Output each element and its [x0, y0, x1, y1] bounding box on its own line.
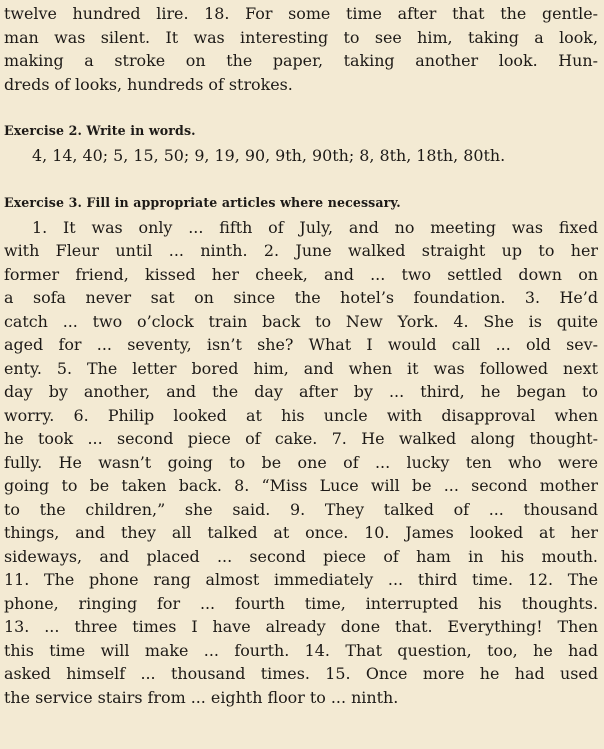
text-line: with Fleur until ... ninth. 2. June walked straight up to her [4, 241, 598, 260]
text-line: this time will make ... fourth. 14. That question, too, he had [4, 640, 598, 660]
text-line: fully. He wasn’t going to be one of ... lucky ten who were [4, 452, 598, 472]
text-line: enty. 5. The letter bored him, and when it was followed next [4, 358, 598, 378]
text-line: dreds of looks, hundreds of strokes. [4, 74, 293, 94]
exercise-2-title: Exercise 2. Write in words. [4, 123, 196, 138]
text-line: phone, ringing for ... fourth time, interrupted his thoughts. [4, 593, 598, 613]
text-line: sideways, and placed ... second piece of ham in his mouth. [4, 546, 598, 566]
exercise-3-body [4, 216, 598, 710]
exercise-2-body [4, 144, 598, 168]
text-line: asked himself ... thousand times. 15. Once more he had used [4, 664, 598, 683]
text-line: catch ... two o’clock train back to New York. 4. She is quite [4, 311, 598, 331]
text-line: things, and they all talked at once. 10. James looked at her [4, 523, 598, 542]
text-line: worry. 6. Philip looked at his uncle with disapproval when [4, 405, 598, 425]
text-line: a sofa never sat on since the hotel’s foundation. 3. He’d [4, 288, 598, 307]
text-line: 1. It was only ... fifth of July, and no meeting was fixed [32, 217, 598, 237]
text-line: man was silent. It was interesting to see him, taking a look, [4, 27, 598, 47]
text-line: making a stroke on the paper, taking another look. Hun- [4, 51, 598, 70]
text-line: twelve hundred lire. 18. For some time after that the gentle- [4, 4, 598, 23]
intro-paragraph [4, 2, 598, 96]
text-line: aged for ... seventy, isn’t she? What I would call ... old sev- [4, 335, 598, 354]
exercise-3-title: Exercise 3. Fill in appropriate articles where necessary. [4, 194, 401, 210]
text-line: 13. ... three times I have already done that. Everything! Then [4, 617, 598, 636]
text-line: former friend, kissed her cheek, and ... two settled down on [4, 264, 598, 284]
document-page [0, 2, 604, 749]
text-line: going to be taken back. 8. “Miss Luce will be ... second mother [4, 476, 598, 495]
text-line: 11. The phone rang almost immediately ... third time. 12. The [4, 570, 598, 589]
text-line: he took ... second piece of cake. 7. He walked along thought- [4, 429, 598, 448]
text-line: day by another, and the day after by ... third, he began to [4, 382, 598, 401]
text-line: the service stairs from ... eighth floor to ... ninth. [4, 687, 399, 707]
text-line: to the children,” she said. 9. They talked of ... thousand [4, 499, 598, 519]
text-line: 4, 14, 40; 5, 15, 50; 9, 19, 90, 9th, 90th; 8, 8th, 18th, 80th. [32, 146, 506, 165]
